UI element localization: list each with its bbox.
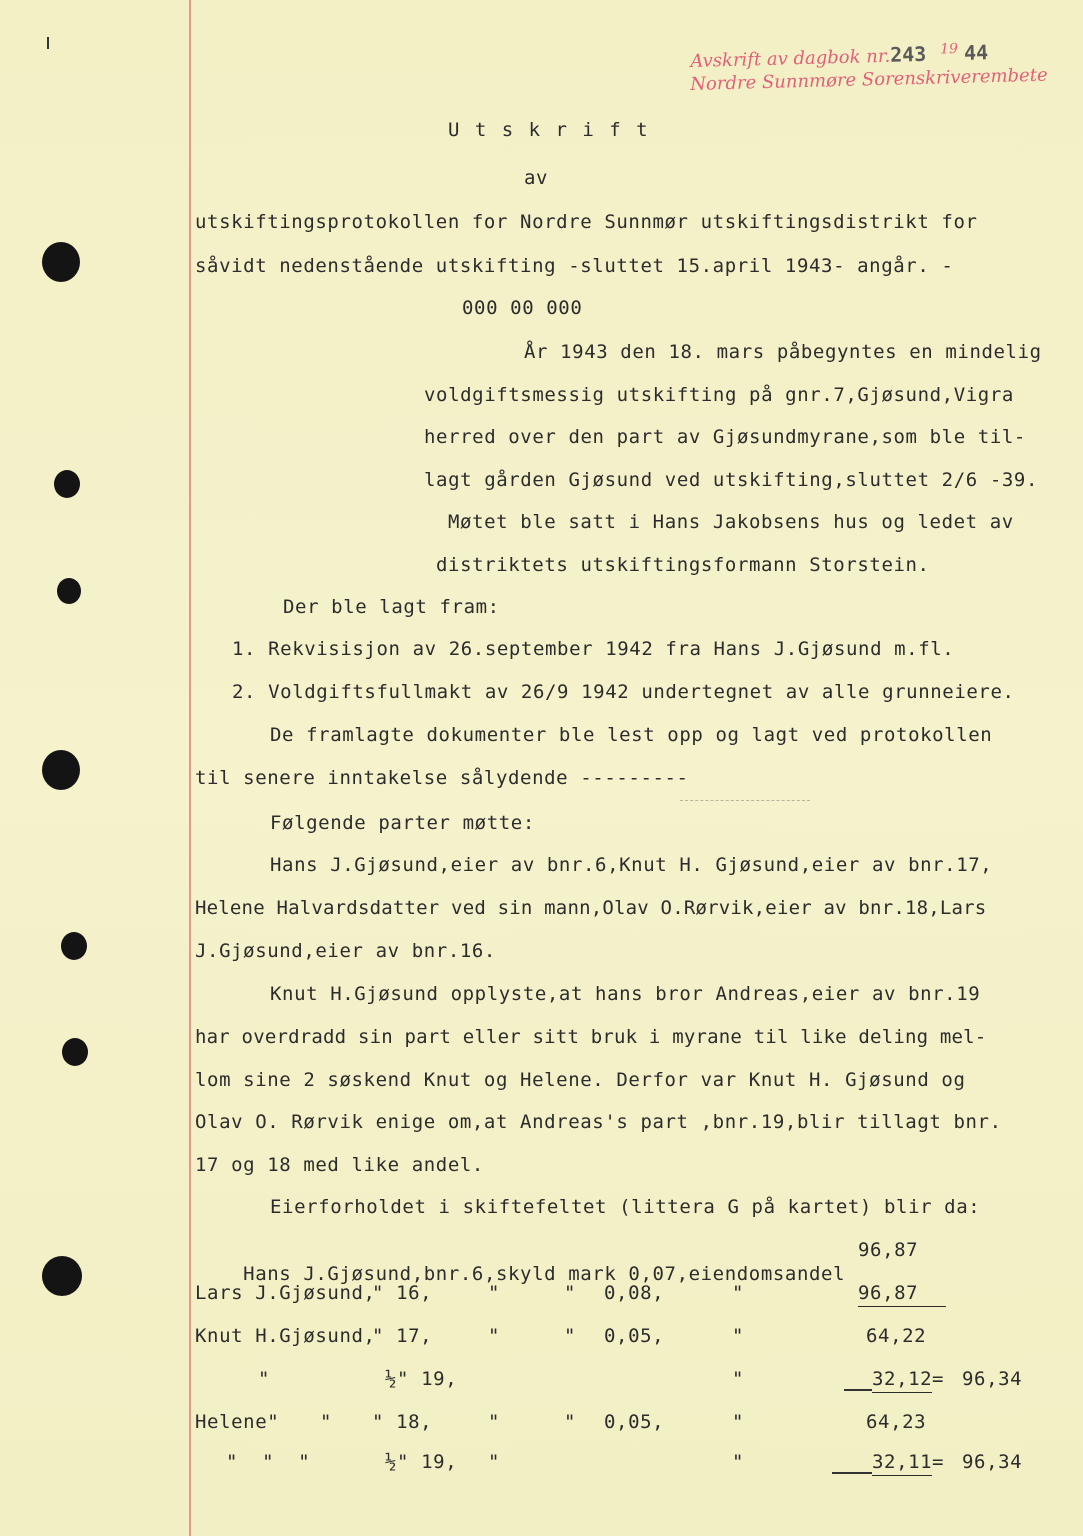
owner-bnr: ½" 19, — [385, 1368, 458, 1390]
owner-bnr: ,bnr.6 — [411, 1263, 484, 1285]
body-line: Møtet ble satt i Hans Jakobsens hus og ledet av — [448, 511, 1014, 533]
body-line: voldgiftsmessig utskifting på gnr.7,Gjøsund,Vigra — [424, 384, 1014, 406]
faint-dashes — [680, 800, 810, 801]
ditto-mark: " — [564, 1282, 577, 1304]
owner-andel: 96,87 — [858, 1239, 919, 1261]
body-line: Olav O. Rørvik enige om,at Andreas's part ,bnr.19,blir tillagt bnr. — [195, 1111, 1002, 1133]
row-total: 96,34 — [962, 1451, 1023, 1473]
tick-mark — [47, 37, 49, 49]
row-total: 96,34 — [962, 1368, 1023, 1390]
ditto-mark: " — [732, 1411, 745, 1433]
stamp-year-suffix: 44 — [963, 40, 989, 65]
owner-skyld: ,skyld mark 0,07 — [483, 1263, 677, 1285]
stamp-office: Nordre Sunnmøre Sorenskriverembete — [690, 64, 1048, 95]
owner-name: Knut H.Gjøsund, — [195, 1325, 376, 1347]
owner-mark: 0,05, — [604, 1325, 665, 1347]
ditto-mark: " — [488, 1282, 501, 1304]
ditto-mark: " — [732, 1368, 745, 1390]
body-line: Hans J.Gjøsund,eier av bnr.6,Knut H. Gjøsund,eier av bnr.17, — [270, 854, 993, 876]
owner-mark: 0,08, — [604, 1282, 665, 1304]
body-line: til senere inntakelse sålydende --------- — [195, 767, 689, 789]
body-line: År 1943 den 18. mars påbegyntes en mindelig — [524, 341, 1042, 363]
body-line: har overdradd sin part eller sitt bruk i myrane til like deling mel- — [195, 1026, 987, 1048]
ditto-mark: " — [732, 1325, 745, 1347]
dagbok-number: 243 — [889, 41, 927, 67]
owner-andel: 32,12 — [872, 1367, 932, 1393]
owner-bnr: " 17, — [372, 1325, 433, 1347]
body-line: lom sine 2 søskend Knut og Helene. Derfor var Knut H. Gjøsund og — [195, 1069, 966, 1091]
owner-andel-label: ,eiendomsandel — [676, 1263, 846, 1285]
body-line: Der ble lagt fram: — [283, 596, 500, 618]
title-av: av — [524, 167, 549, 189]
punch-hole — [57, 578, 81, 604]
equals-mark: = — [932, 1368, 945, 1390]
underline-dash — [832, 1472, 872, 1474]
body-line: Eierforholdet i skiftefeltet (littera G på kartet) blir da: — [270, 1196, 981, 1218]
body-line: 17 og 18 med like andel. — [195, 1154, 484, 1176]
ditto-mark: " — [258, 1368, 271, 1390]
ditto-mark: " — [320, 1411, 333, 1433]
owner-mark: 0,05, — [604, 1411, 665, 1433]
separator: 000 00 000 — [462, 297, 583, 319]
stamp-year-prefix: 19 — [939, 40, 959, 58]
owner-name: Lars J.Gjøsund, — [195, 1282, 376, 1304]
owner-bnr: " 16, — [372, 1282, 433, 1304]
punch-hole — [42, 242, 80, 282]
punch-hole — [62, 1038, 88, 1066]
punch-hole — [42, 1256, 82, 1296]
body-line: distriktets utskiftingsformann Storstein. — [436, 554, 930, 576]
body-line: Helene Halvardsdatter ved sin mann,Olav O.Rørvik,eier av bnr.18,Lars — [195, 897, 987, 919]
body-line: herred over den part av Gjøsundmyrane,som ble til- — [424, 426, 1026, 448]
ditto-mark: " — [488, 1325, 501, 1347]
ditto-mark: " — [732, 1282, 745, 1304]
stamp-prefix: Avskrift av dagbok nr. — [690, 45, 891, 72]
underline-dash — [844, 1389, 872, 1391]
owner-andel: 64,22 — [866, 1325, 927, 1347]
owner-name: Hans J.Gjøsund — [243, 1263, 412, 1285]
body-line: De framlagte dokumenter ble lest opp og lagt ved protokollen — [270, 724, 993, 746]
document-title: U t s k r i f t — [448, 119, 650, 141]
owner-name: Helene" — [195, 1411, 280, 1433]
body-line: Knut H.Gjøsund opplyste,at hans bror Andreas,eier av bnr.19 — [270, 983, 981, 1005]
owner-andel: 64,23 — [866, 1411, 927, 1433]
ditto-mark: " — [564, 1325, 577, 1347]
owner-bnr: ½" 19, — [385, 1451, 458, 1473]
punch-hole — [61, 932, 87, 960]
body-line: lagt gården Gjøsund ved utskifting,sluttet 2/6 -39. — [424, 469, 1038, 491]
body-line: J.Gjøsund,eier av bnr.16. — [195, 940, 496, 962]
ditto-marks: " " " — [226, 1451, 311, 1473]
ditto-mark: " — [488, 1451, 501, 1473]
margin-line — [189, 0, 191, 1536]
intro-line: såvidt nedenstående utskifting -sluttet 15.april 1943- angår. - — [195, 255, 954, 277]
owner-andel: 32,11 — [872, 1450, 932, 1476]
owner-andel: 96,87 — [858, 1281, 946, 1307]
punch-hole — [54, 470, 80, 498]
punch-hole — [42, 750, 80, 790]
equals-mark: = — [932, 1451, 945, 1473]
body-line: Følgende parter møtte: — [270, 812, 535, 834]
body-line: 1. Rekvisisjon av 26.september 1942 fra Hans J.Gjøsund m.fl. — [232, 638, 955, 660]
ditto-mark: " — [488, 1411, 501, 1433]
owner-bnr: " 18, — [372, 1411, 433, 1433]
body-line: 2. Voldgiftsfullmakt av 26/9 1942 undertegnet av alle grunneiere. — [232, 681, 1015, 703]
intro-line: utskiftingsprotokollen for Nordre Sunnmør utskiftingsdistrikt for — [195, 211, 978, 233]
ditto-mark: " — [732, 1451, 745, 1473]
ditto-mark: " — [564, 1411, 577, 1433]
